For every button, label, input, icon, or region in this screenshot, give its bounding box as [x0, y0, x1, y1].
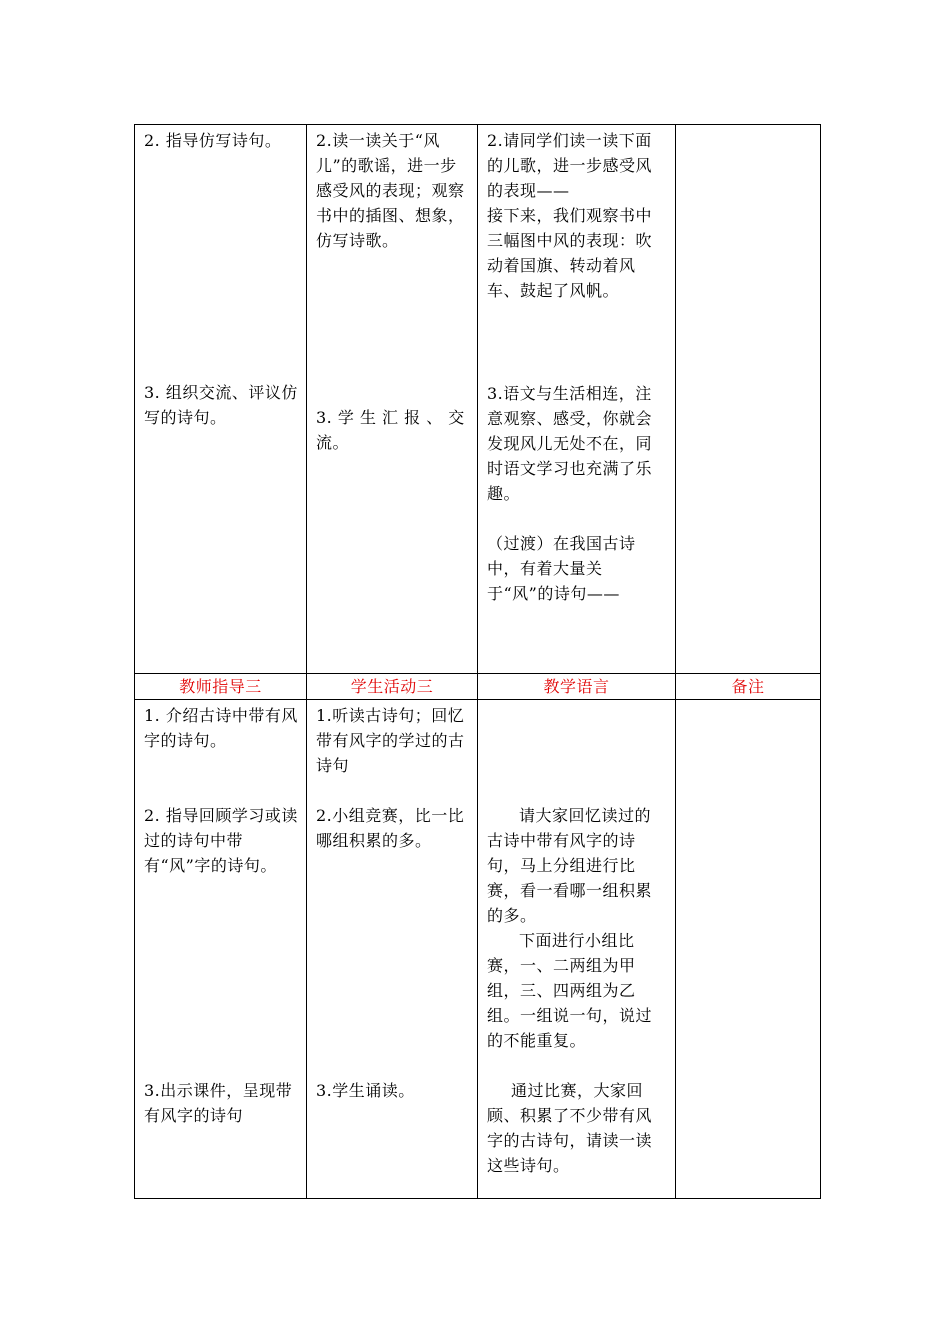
section2-row [135, 125, 821, 674]
language-paragraph-2: 接下来，我们观察书中三幅图中风的表现：吹动着国旗、转动着风车、鼓起了风帆。 [487, 206, 653, 300]
teacher-guidance-cell [135, 125, 307, 674]
teacher-item-2: 2. 指导回顾学习或读过的诗句中带有“风”字的诗句。 [144, 806, 298, 875]
teacher-item-3: 3. 组织交流、评议仿写的诗句。 [144, 383, 298, 427]
teacher-item-2: 2. 指导仿写诗句。 [144, 131, 282, 150]
remarks-cell [676, 700, 821, 1199]
teacher-guidance-cell [135, 700, 307, 1199]
section3-row [135, 700, 821, 1199]
header-row-3 [135, 674, 821, 700]
language-paragraph-1: 请大家回忆读过的古诗中带有风字的诗句，马上分组进行比赛，看一看哪一组积累的多。 [487, 806, 653, 925]
language-paragraph-4: （过渡）在我国古诗中，有着大量关于“风”的诗句—— [487, 534, 636, 603]
student-item-3: 3.学生诵读。 [316, 1081, 415, 1100]
student-item-3: 3. 学 生 汇 报 、 交流。 [316, 408, 465, 452]
student-item-2: 2.小组竞赛，比一比哪组积累的多。 [316, 806, 465, 850]
lesson-plan-table [134, 124, 821, 1199]
remarks-cell [676, 125, 821, 674]
teacher-item-3: 3.出示课件，呈现带有风字的诗句 [144, 1081, 293, 1125]
header-teacher-guidance: 教师指导三 [135, 674, 307, 700]
student-activity-cell [307, 125, 478, 674]
language-paragraph-3: 通过比赛，大家回顾、积累了不少带有风字的古诗句，请读一读这些诗句。 [487, 1081, 653, 1175]
language-paragraph-1: 2.请同学们读一读下面的儿歌，进一步感受风的表现—— [487, 131, 653, 200]
header-student-activity: 学生活动三 [307, 674, 478, 700]
student-item-2: 2.读一读关于“风儿”的歌谣，进一步感受风的表现；观察书中的插图、想象，仿写诗歌。 [316, 131, 465, 250]
language-paragraph-2: 下面进行小组比赛，一、二两组为甲组，三、四两组为乙组。一组说一句，说过的不能重复。 [487, 931, 653, 1050]
header-teaching-language: 教学语言 [478, 674, 676, 700]
student-item-1: 1.听读古诗句；回忆带有风字的学过的古诗句 [316, 706, 465, 775]
header-remarks: 备注 [676, 674, 821, 700]
teaching-language-cell [478, 700, 676, 1199]
teaching-language-cell [478, 125, 676, 674]
teacher-item-1: 1. 介绍古诗中带有风字的诗句。 [144, 706, 298, 750]
language-paragraph-3: 3.语文与生活相连，注意观察、感受，你就会发现风儿无处不在，同时语文学习也充满了乐趣。 [487, 384, 653, 503]
student-activity-cell [307, 700, 478, 1199]
